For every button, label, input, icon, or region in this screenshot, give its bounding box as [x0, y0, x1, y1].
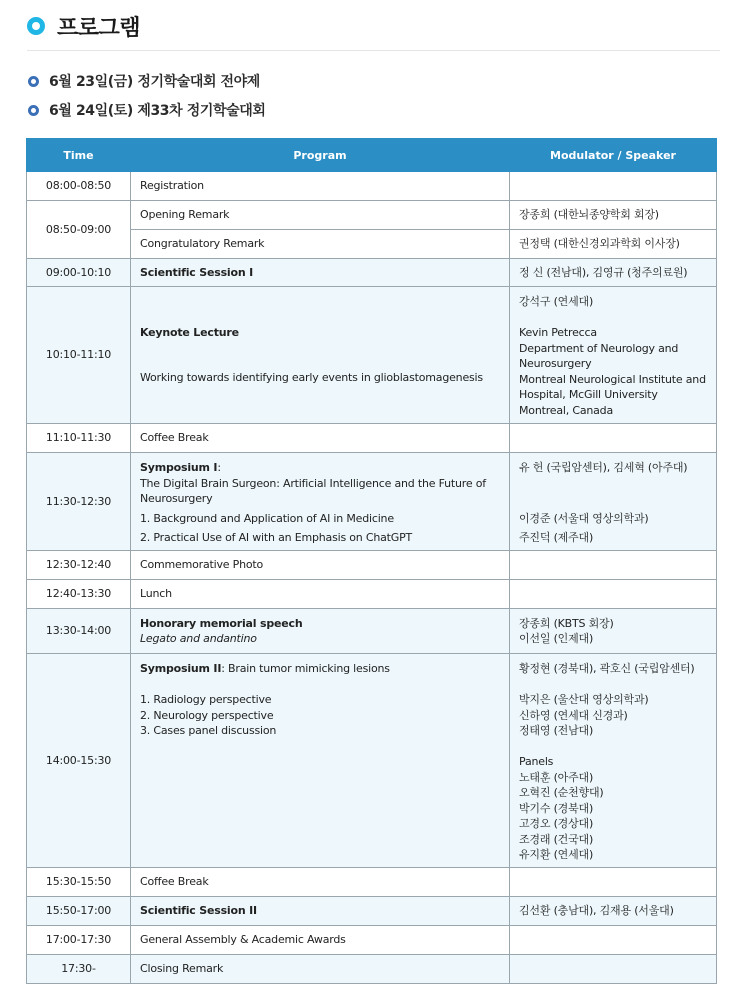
speaker-cell: 장종희 (대한뇌종양학회 회장): [510, 201, 717, 230]
sub-item: [28, 70, 260, 92]
time-cell: 13:30-14:00: [27, 609, 131, 654]
program-cell: [131, 654, 510, 868]
program-title: Symposium I: [140, 461, 218, 474]
speaker-cell: [510, 453, 717, 551]
sub-item-label: 6월 23일(금) 정기학술대회 전야제: [49, 74, 260, 90]
speaker-cell: [510, 580, 717, 609]
speaker-cell: 정 신 (전남대), 김영규 (청주의료원): [510, 259, 717, 287]
speaker-cell: [510, 424, 717, 453]
speaker-line: Neurosurgery: [519, 357, 592, 370]
table-row: [27, 259, 717, 287]
speaker-line: 오혁진 (순천향대): [519, 786, 604, 799]
speaker-cell: 김선환 (충남대), 김재용 (서울대): [510, 897, 717, 926]
speaker-line: Panels: [519, 755, 554, 768]
table-row: [27, 580, 717, 609]
time-cell: 08:00-08:50: [27, 172, 131, 201]
program-cell: [131, 609, 510, 654]
speaker-line: 주진덕 (제주대): [519, 531, 594, 544]
speaker-line: 유 헌 (국립암센터), 김세혁 (아주대): [519, 461, 688, 474]
table-row: [27, 230, 717, 259]
program-line: The Digital Brain Surgeon: Artificial Intelligence and the Future of: [140, 476, 486, 490]
speaker-line: 박지은 (울산대 영상의학과): [519, 693, 649, 706]
header-time: Time: [27, 139, 131, 172]
program-title-suffix: : Brain tumor mimicking lesions: [221, 662, 390, 675]
speaker-line: 노태훈 (아주대): [519, 770, 594, 784]
speaker-cell: 권정택 (대한신경외과학회 이사장): [510, 230, 717, 259]
spacer: [519, 677, 707, 693]
speaker-line: 박기수 (경북대): [519, 801, 594, 815]
speaker-line: 유지환 (연세대): [519, 848, 594, 861]
table-row: [27, 453, 717, 551]
table-row: [27, 172, 717, 201]
program-line: 2. Practical Use of AI with an Emphasis on ChatGPT: [140, 531, 413, 544]
program-cell: [131, 287, 510, 424]
program-cell: Scientific Session I: [131, 259, 510, 287]
speaker-line: Montreal Neurological Institute and: [519, 372, 706, 386]
time-cell: 11:10-11:30: [27, 424, 131, 453]
speaker-cell: [510, 926, 717, 955]
time-cell: 17:30-: [27, 955, 131, 984]
time-cell: 10:10-11:10: [27, 287, 131, 424]
program-table: [26, 138, 717, 984]
program-cell: Closing Remark: [131, 955, 510, 984]
time-cell: 12:30-12:40: [27, 551, 131, 580]
table-row: [27, 868, 717, 897]
ring-bullet-icon: [28, 105, 39, 116]
speaker-line: Kevin Petrecca: [519, 326, 597, 339]
time-cell: 15:30-15:50: [27, 868, 131, 897]
table-row: [27, 287, 717, 424]
spacer: [140, 677, 500, 693]
speaker-line: 고경오 (경상대): [519, 817, 594, 830]
spacer: [519, 739, 707, 755]
program-line: Neurosurgery: [140, 492, 213, 505]
program-subtitle: Legato and andantino: [140, 632, 257, 645]
time-cell: 08:50-09:00: [27, 201, 131, 259]
speaker-cell: [510, 172, 717, 201]
program-title-suffix: :: [217, 461, 221, 474]
program-cell: Scientific Session II: [131, 897, 510, 926]
program-cell: Coffee Break: [131, 424, 510, 453]
table-row: [27, 609, 717, 654]
time-cell: 17:00-17:30: [27, 926, 131, 955]
time-cell: 09:00-10:10: [27, 259, 131, 287]
program-title: Honorary memorial speech: [140, 616, 303, 630]
program-cell: [131, 453, 510, 551]
table-row: [27, 897, 717, 926]
speaker-cell: [510, 955, 717, 984]
program-cell: General Assembly & Academic Awards: [131, 926, 510, 955]
title-bullet-icon: [27, 17, 45, 35]
program-cell: Coffee Break: [131, 868, 510, 897]
program-line: 1. Background and Application of AI in Medicine: [140, 511, 394, 525]
speaker-cell: [510, 868, 717, 897]
program-line: 1. Radiology perspective: [140, 693, 272, 706]
time-cell: 12:40-13:30: [27, 580, 131, 609]
speaker-line: 이선일 (인제대): [519, 632, 594, 645]
speaker-line: 황정현 (경북대), 곽호신 (국립암센터): [519, 662, 695, 675]
speaker-line: 조경래 (건국대): [519, 832, 594, 846]
program-cell: Commemorative Photo: [131, 551, 510, 580]
page-title: 프로그램: [57, 15, 141, 41]
header-speaker: Modulator / Speaker: [510, 139, 717, 172]
speaker-line: 정태영 (전남대): [519, 724, 594, 737]
time-cell: 14:00-15:30: [27, 654, 131, 868]
program-subtitle: Working towards identifying early events in glioblastomagenesis: [140, 371, 483, 384]
time-cell: 11:30-12:30: [27, 453, 131, 551]
table-row: [27, 201, 717, 230]
table-row: [27, 551, 717, 580]
program-cell: Congratulatory Remark: [131, 230, 510, 259]
ring-bullet-icon: [28, 76, 39, 87]
speaker-line: Montreal, Canada: [519, 403, 614, 417]
table-row: [27, 424, 717, 453]
program-title: Symposium II: [140, 662, 222, 675]
program-cell: Lunch: [131, 580, 510, 609]
spacer: [519, 476, 707, 507]
spacer: [519, 310, 707, 326]
page-header: [27, 10, 140, 42]
table-header-row: [27, 139, 717, 172]
program-cell: Opening Remark: [131, 201, 510, 230]
time-cell: 15:50-17:00: [27, 897, 131, 926]
speaker-cell: [510, 654, 717, 868]
divider: [27, 50, 720, 51]
program-title: Keynote Lecture: [140, 325, 239, 339]
speaker-cell: [510, 609, 717, 654]
speaker-line: 장종희 (KBTS 회장): [519, 616, 614, 630]
sub-item: [28, 99, 266, 121]
table-row: [27, 926, 717, 955]
table-row: [27, 654, 717, 868]
table-row: [27, 955, 717, 984]
speaker-cell: [510, 551, 717, 580]
speaker-line: 이경준 (서울대 영상의학과): [519, 511, 649, 525]
speaker-line: 강석구 (연세대): [519, 295, 594, 308]
speaker-line: 신하영 (연세대 신경과): [519, 708, 628, 722]
sub-item-label: 6월 24일(토) 제33차 정기학술대회: [49, 103, 266, 119]
program-line: 2. Neurology perspective: [140, 708, 274, 722]
program-line: 3. Cases panel discussion: [140, 724, 277, 737]
header-program: Program: [131, 139, 510, 172]
speaker-line: Department of Neurology and: [519, 341, 679, 355]
program-cell: Registration: [131, 172, 510, 201]
speaker-cell: [510, 287, 717, 424]
speaker-line: Hospital, McGill University: [519, 388, 658, 401]
